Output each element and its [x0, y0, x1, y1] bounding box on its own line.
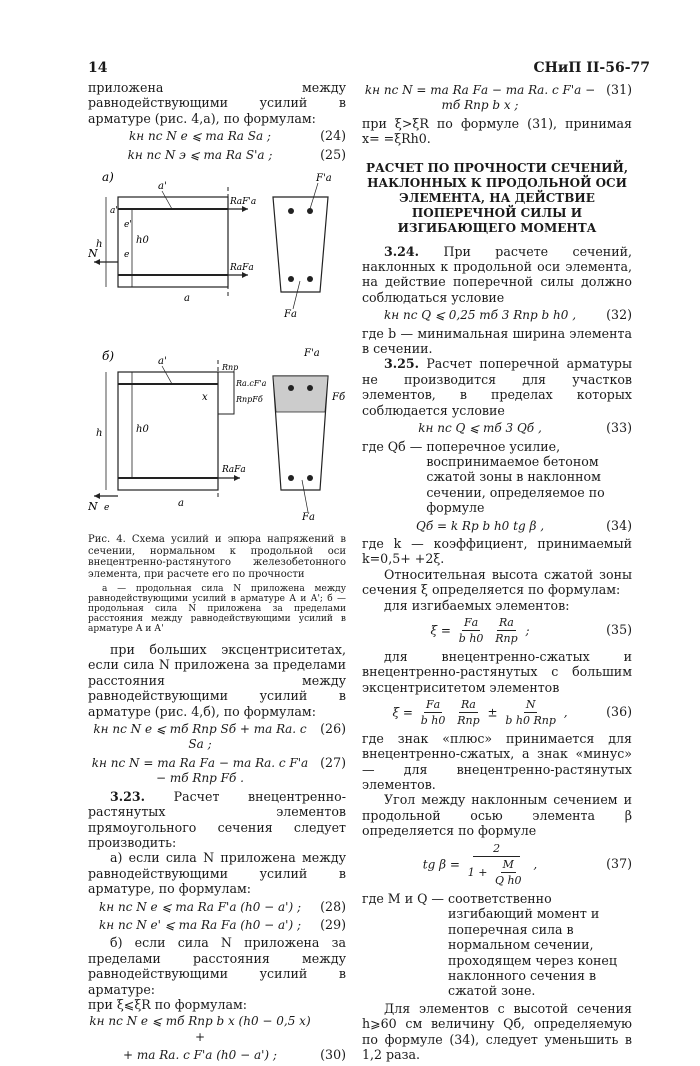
formula-24 [88, 128, 346, 144]
fig-a-h: h [96, 239, 103, 251]
formula-37-lhs: tg β = [422, 857, 460, 872]
formula-30-num: (30) [320, 1047, 346, 1063]
fig-b-leader-Fa-bot [302, 480, 308, 512]
fig-a-bar-bl [288, 276, 294, 282]
formula-26-expr: kн nс N e ⩽ mб Rпр Sб + mа Rа. с Sа ; [93, 722, 307, 752]
paragraph-31: при ξ>ξR по формуле (31), принимая x= =ξRh0. [362, 115, 632, 147]
paragraph-eccentric: для внецентренно-сжатых и внецентренно-растянутых с большим эксцентриситетом элементов [362, 648, 632, 695]
formula-36-frac3 [503, 697, 558, 729]
formula-35-n1: Fа [462, 615, 480, 631]
section-3-24-text: При расчете сечений, наклонных к продольной оси элемента, на действие поперечной силы должно соблюдаться условие [362, 243, 632, 305]
paragraph-relative-height: Относительная высота сжатой зоны сечения ξ определяется по формулам: [362, 566, 632, 598]
figure-caption-note: а — продольная сила N приложена между равнодействующими усилий в арматуре А и А'; б — продольная сила N приложена за пределами расстояния между равнодействующими усилий в арматуре А и А' [88, 584, 346, 635]
formula-35-d1: b h0 [458, 632, 484, 646]
fig-a-aprime-top: a' [158, 181, 167, 193]
paragraph-angle: Угол между наклонным сечением и продольной осью элемента β определяется по формуле [362, 792, 632, 839]
formula-36-n1: Fа [424, 697, 442, 713]
formula-35-num: (35) [606, 622, 632, 638]
fig-b-bar-tl [288, 385, 294, 391]
section-3-24-number: 3.24. [384, 243, 420, 259]
fig-b-aprime: a' [158, 356, 167, 368]
fig-a-beam [118, 197, 228, 287]
formula-29-expr: kн nс N e' ⩽ mа Rа Fа (h0 − a') ; [98, 917, 302, 932]
fig-b-bar-br [307, 475, 313, 481]
section-3-25-text: Расчет поперечной арматуры не производится для участков элементов, в пределах которых соблюдается условие [362, 356, 632, 418]
paragraph-final: Для элементов с высотой сечения h⩾60 см величину Qб, определяемую по формуле (34), следует уменьшить в 1,2 раза. [362, 1000, 632, 1062]
formula-36 [362, 697, 632, 729]
formula-37 [362, 841, 632, 889]
doc-code: СНиП II-56-77 [533, 60, 650, 76]
right-column [362, 80, 632, 1062]
formula-32-expr: kн nс Q ⩽ 0,25 mб 3 Rпр b h0 , [383, 308, 577, 323]
fig-b-bottom-force-arrowhead [234, 475, 240, 481]
fig-b-h0: h0 [136, 424, 149, 436]
fig-b-label: б) [102, 349, 115, 364]
formula-34-expr: Qб = k Rр b h0 tg β , [415, 518, 545, 533]
fig-a-e2: e' [124, 220, 132, 231]
figure-caption: Рис. 4. Схема усилий и эпюра напряжений в сечении, нормальном к продольной оси внецентренно-растянутого железобетонного элемента, при расчете его по прочности [88, 534, 346, 580]
formula-36-frac2 [455, 697, 481, 729]
formula-33-num: (33) [606, 420, 632, 436]
formula-36-lhs: ξ = [392, 705, 413, 720]
fig-b-r3: RпрFб [236, 395, 263, 405]
fig-b-stress-block [218, 372, 234, 414]
fig-a-h0: h0 [136, 235, 149, 247]
where-Qb-label: где Qб — [362, 438, 423, 454]
formula-25-expr: kн nс N э ⩽ mа Rа S'а ; [127, 147, 273, 162]
item-a: а) если сила N приложена между равнодействующими усилий в арматуре, по формулам: [88, 850, 346, 897]
formula-24-num: (24) [320, 128, 346, 144]
fig-a-bar-tl [288, 208, 294, 214]
formula-31 [362, 82, 632, 114]
formula-35-frac1 [457, 615, 486, 647]
fig-a-e: e [124, 250, 130, 261]
formula-37-denominator [466, 857, 528, 889]
formula-37-d1a: 1 + [467, 865, 488, 879]
formula-32-num: (32) [606, 307, 632, 323]
fig-a-bar-br [307, 276, 313, 282]
fig-b-leader-top [162, 366, 172, 384]
formula-28-expr: kн nс N e ⩽ mа Rа F'а (h0 − a') ; [98, 899, 302, 914]
fig-a-N: N [88, 247, 98, 261]
section-heading: РАСЧЕТ ПО ПРОЧНОСТИ СЕЧЕНИЙ, НАКЛОННЫХ К ПРОДОЛЬНОЙ ОСИ ЭЛЕМЕНТА, НА ДЕЙСТВИЕ ПОПЕРЕЧНОЙ СИЛЫ И ИЗГИБАЮЩЕГО МОМЕНТА [365, 160, 629, 235]
fig-b-compression-zone [273, 376, 328, 412]
where-MQ-text: соответственно изгибающий момент и поперечная сила в нормальном сечении, проходящем через конец наклонного сечения в сжатой зоне. [448, 890, 617, 999]
fig-b-x: x [202, 392, 208, 404]
formula-33-expr: kн nс Q ⩽ mб 3 Qб , [418, 421, 542, 436]
figure-4b [88, 340, 346, 530]
formula-30-line2 [88, 1047, 346, 1063]
section-3-25 [362, 356, 632, 418]
fig-a-cross-section [273, 197, 328, 292]
fig-b-e: e [104, 503, 110, 514]
formula-36-tail: , [563, 705, 568, 720]
fig-a-aprime-left: a' [110, 206, 118, 217]
formula-36-n3: N [524, 697, 538, 713]
fig-a-a-bottom: a [184, 293, 190, 305]
section-3-23 [88, 789, 346, 851]
fig-b-force-bot: RаFа [222, 465, 246, 476]
fig-b-a-bottom: a [178, 498, 184, 510]
fig-b-Fb: Fб [332, 392, 346, 404]
formula-29-num: (29) [320, 916, 346, 932]
formula-30-line1 [88, 1014, 346, 1045]
paragraph-32: где b — минимальная ширина элемента в сечении. [362, 325, 632, 357]
figure-4a [88, 167, 346, 332]
where-Qb-text: поперечное усилие, воспринимаемое бетоном сжатой зоны в наклонном сечении, определяемое по формуле [426, 438, 605, 516]
fig-a-force-top: RаF'а [230, 197, 257, 208]
formula-25-num: (25) [320, 146, 346, 162]
fig-b-N-arrowhead [94, 493, 100, 499]
formula-31-expr: kн nс N = mа Rа Fа − mа Rа. с F'а − mб Rпр b x ; [364, 83, 596, 113]
fig-b-Fa-bot: Fа [302, 512, 315, 524]
formula-34 [362, 518, 632, 534]
fig-b-bar-tr [307, 385, 313, 391]
formula-28-num: (28) [320, 898, 346, 914]
formula-35 [362, 615, 632, 647]
formula-26-num: (26) [320, 721, 346, 737]
formula-35-body [362, 615, 598, 647]
fig-b-N: N [88, 500, 98, 514]
where-MQ [362, 891, 632, 999]
formula-36-n2: Rа [459, 697, 478, 713]
intro-paragraph: приложена между равнодействующими усилий в арматуре (рис. 4,а), по формулам: [88, 80, 346, 126]
page-number: 14 [88, 60, 108, 76]
formula-36-d2: Rпр [457, 714, 480, 728]
fig-b-beam [118, 372, 218, 490]
formula-27-expr: kн nс N = mа Rа Fа − mа Rа. с F'а − mб Rпр Fб . [91, 755, 309, 786]
formula-28 [88, 899, 346, 915]
formula-29 [88, 917, 346, 933]
formula-26 [88, 721, 346, 753]
fig-a-label: а) [102, 170, 114, 185]
fig-b-h: h [96, 428, 103, 440]
fig-a-leader-Fa-top [310, 183, 318, 209]
fig-a-Fa-top: F'а [316, 173, 332, 185]
formula-27-num: (27) [320, 754, 346, 770]
section-3-23-number: 3.23. [110, 788, 146, 804]
section-3-24 [362, 244, 632, 306]
fig-b-Fa-top: F'а [304, 348, 320, 360]
formula-37-n1: 2 [473, 841, 520, 857]
formula-25 [88, 147, 346, 163]
formula-37-body [362, 841, 598, 889]
section-3-23-text: Расчет внецентренно-растянутых элементов прямоугольного сечения следует производить: [88, 788, 346, 850]
section-3-25-number: 3.25. [384, 356, 420, 372]
formula-35-n2: Rа [497, 615, 516, 631]
formula-36-pm: ± [487, 705, 498, 720]
formula-35-d2: Rпр [495, 632, 518, 646]
formula-33 [362, 420, 632, 436]
formula-37-d1d: Q h0 [494, 874, 522, 888]
paragraph-sign: где знак «плюс» принимается для внецентренно-сжатых, а знак «минус» — для внецентренно-растянутых элементов. [362, 730, 632, 793]
formula-37-num: (37) [606, 856, 632, 872]
formula-37-frac [466, 841, 528, 889]
formula-27 [88, 755, 346, 787]
formula-37-inner-frac [493, 857, 524, 889]
formula-35-lhs: ξ = [430, 623, 451, 638]
formula-37-tail: , [533, 857, 538, 872]
fig-a-force-bot: RаFа [230, 263, 254, 274]
formula-32 [362, 307, 632, 323]
fig-a-Fa-bot: Fа [284, 309, 297, 321]
fig-a-leader-top [162, 191, 172, 209]
paragraph-k: где k — коэффициент, принимаемый k=0,5+ +2ξ. [362, 535, 632, 567]
left-column [88, 80, 346, 1066]
formula-37-d1n: M [501, 857, 516, 873]
fig-b-r2: Rа.сF'а [236, 379, 267, 389]
formula-36-d3: b h0 Rпр [505, 714, 556, 728]
fig-b-r1: Rпр [222, 363, 239, 373]
formula-24-expr: kн nс N e ⩽ mа Rа Sа ; [129, 129, 271, 144]
where-MQ-label: где M и Q — [362, 890, 445, 906]
formula-36-frac1 [419, 697, 448, 729]
formula-36-body [362, 697, 598, 729]
where-Qb [362, 439, 632, 516]
fig-a-leader-Fa-bot [293, 281, 300, 309]
formula-31-num: (31) [606, 82, 632, 97]
formula-36-num: (36) [606, 704, 632, 720]
item-b: б) если сила N приложена за пределами расстояния между равнодействующими усилий в арматуре: [88, 935, 346, 997]
formula-30-line1-expr: kн nс N e ⩽ mб Rпр b x (h0 − 0,5 x) + [89, 1014, 311, 1044]
formula-35-tail: ; [525, 623, 530, 638]
item-b-condition: при ξ⩽ξR по формулам: [88, 996, 247, 1012]
formula-36-d1: b h0 [420, 714, 446, 728]
formula-35-frac2 [493, 615, 519, 647]
paragraph-bending: для изгибаемых элементов: [384, 597, 570, 613]
formula-34-num: (34) [606, 517, 632, 533]
fig-b-bar-bl [288, 475, 294, 481]
formula-30-line2-expr: + mа Rа. с F'а (h0 − a') ; [123, 1048, 277, 1063]
paragraph-large-ecc: при больших эксцентриситетах, если сила N приложена за пределами расстояния между равнодействующими усилий в арматуре (рис. 4,б), по формулам: [88, 642, 346, 719]
